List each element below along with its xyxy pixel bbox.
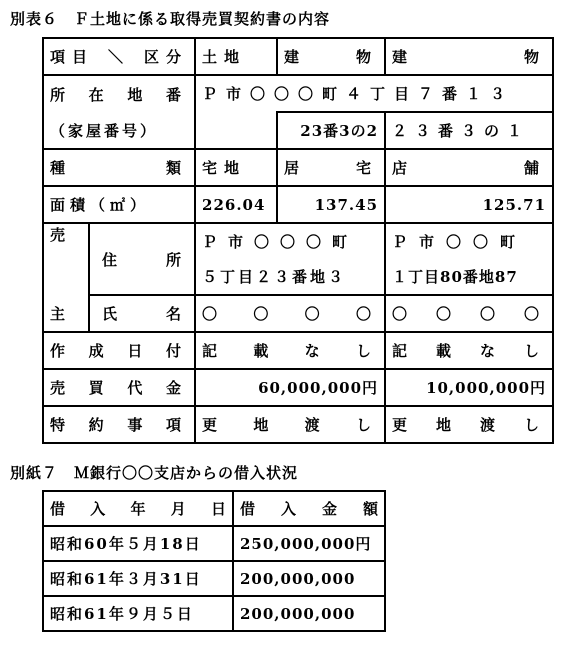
type-building-1-a: 居 xyxy=(284,159,307,177)
header-building-2: 建物 xyxy=(385,38,553,75)
seller-name-label-b: 名 xyxy=(166,305,189,323)
contract-table xyxy=(42,37,554,444)
loan-row xyxy=(43,596,385,631)
house-number-row xyxy=(43,112,553,149)
header-row xyxy=(43,38,553,75)
loan-row xyxy=(43,561,385,596)
date-building-1: 記載なし xyxy=(195,332,385,369)
type-building-1-b: 宅 xyxy=(356,159,379,177)
location-label: 所在地番 xyxy=(43,75,195,112)
area-land: 226.04 xyxy=(195,186,277,223)
price-building-2: 10,000,000円 xyxy=(385,369,553,406)
type-building-2-b: 舗 xyxy=(524,159,547,177)
type-land: 宅地 xyxy=(195,149,277,186)
price-row xyxy=(43,369,553,406)
loan-date: 昭和61年３月31日 xyxy=(43,561,233,596)
type-building-2-a: 店 xyxy=(392,159,415,177)
seller-name-label-a: 氏 xyxy=(102,305,125,323)
type-label xyxy=(43,149,195,186)
loan-amount: 250,000,000円 xyxy=(233,526,385,561)
type-label-a: 種 xyxy=(50,159,73,177)
special-terms-label: 特約事項 xyxy=(43,406,195,443)
price-building-1: 60,000,000円 xyxy=(195,369,385,406)
seller-name-label xyxy=(89,295,195,332)
seller-group-bottom: 主 xyxy=(43,295,89,332)
header-category-label: 区分 xyxy=(144,48,189,66)
seller-address-building-1-line2: ５丁目２３番地３ xyxy=(195,259,385,295)
seller-address-building-2-line1: Ｐ市〇〇町 xyxy=(385,223,553,259)
loan-date: 昭和60年５月18日 xyxy=(43,526,233,561)
date-row xyxy=(43,332,553,369)
seller-name-building-2: 〇〇〇〇 xyxy=(385,295,553,332)
seller-name-building-1: 〇〇〇〇 xyxy=(195,295,385,332)
house-number-building-2: ２３番３の１ xyxy=(385,112,553,149)
header-land: 土地 xyxy=(195,38,277,75)
special-terms-building-2: 更地渡し xyxy=(385,406,553,443)
loan-date-header: 借入年月日 xyxy=(43,491,233,526)
date-building-2: 記載なし xyxy=(385,332,553,369)
price-label: 売買代金 xyxy=(43,369,195,406)
location-row xyxy=(43,75,553,112)
seller-address-label-a: 住 xyxy=(102,250,125,269)
seller-name-row xyxy=(43,295,553,332)
seller-address-row-1 xyxy=(43,223,553,259)
loan-table xyxy=(42,490,386,632)
house-number-label: （家屋番号） xyxy=(43,112,195,149)
type-building-1 xyxy=(277,149,385,186)
seller-address-building-1-line1: Ｐ市〇〇〇町 xyxy=(195,223,385,259)
loan-header-row xyxy=(43,491,385,526)
table1-title: 別表６ Ｆ土地に係る取得売買契約書の内容 xyxy=(10,10,331,28)
header-item-cell xyxy=(43,38,195,75)
house-number-land xyxy=(195,112,277,149)
area-label: 面積（㎡） xyxy=(43,186,195,223)
seller-address-label xyxy=(89,223,195,295)
special-terms-row xyxy=(43,406,553,443)
table2-title: 別紙７ Ｍ銀行〇〇支店からの借入状況 xyxy=(10,464,299,482)
seller-address-building-2-line2: １丁目80番地87 xyxy=(385,259,553,295)
type-label-b: 類 xyxy=(166,159,189,177)
loan-date: 昭和61年９月５日 xyxy=(43,596,233,631)
area-building-2: 125.71 xyxy=(385,186,553,223)
type-row xyxy=(43,149,553,186)
loan-amount: 200,000,000 xyxy=(233,561,385,596)
area-row xyxy=(43,186,553,223)
loan-amount: 200,000,000 xyxy=(233,596,385,631)
header-separator: ＼ xyxy=(108,48,131,66)
loan-row xyxy=(43,526,385,561)
type-building-2 xyxy=(385,149,553,186)
seller-address-label-b: 所 xyxy=(166,250,189,269)
header-building-1: 建物 xyxy=(277,38,385,75)
loan-amount-header: 借入金額 xyxy=(233,491,385,526)
special-terms-building-1: 更地渡し xyxy=(195,406,385,443)
seller-group-top: 売 xyxy=(43,223,89,259)
location-value: Ｐ市〇〇〇町４丁目７番１３ xyxy=(195,75,553,112)
seller-group-mid xyxy=(43,259,89,295)
header-item-label: 項目 xyxy=(50,48,95,66)
house-number-building-1: 23番3の2 xyxy=(277,112,385,149)
date-label: 作成日付 xyxy=(43,332,195,369)
area-building-1: 137.45 xyxy=(277,186,385,223)
